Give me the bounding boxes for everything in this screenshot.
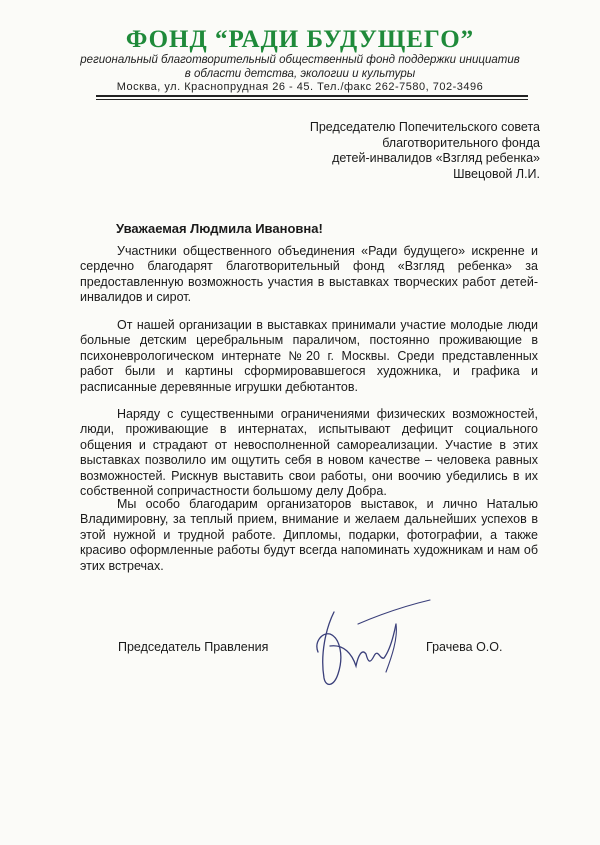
body-paragraph: Наряду с существенными ограничениями физических возможностей, люди, проживающие в интернатах, испытывают дефицит социального общения и страдают от невосполненной самореализации. Участие в этих выставках позволило им ощутить себя в новом качестве – человека равных возможностей. Рискнув выставить свои работы, они воочию убедились в их собственной сопричастности большому делу Добра. [80,407,538,499]
signatory-name: Грачева О.О. [426,640,503,654]
body-paragraph: Мы особо благодарим организаторов выставок, и лично Наталью Владимировну, за теплый прием, внимание и желаем дальнейших успехов в этой нужной и трудной работе. Дипломы, подарки, фотографии, а также красиво оформленные работы будут всегда напоминать художникам и нам об этих встречах. [80,497,538,573]
addressee-line: детей-инвалидов «Взгляд ребенка» [332,151,540,165]
body-paragraph: От нашей организации в выставках принимали участие молодые люди больные детским церебральным параличом, постоянно проживающие в психоневрологическом интернате №20 г. Москвы. Среди представленных работ были и картины сформировавшегося художника, и графика и расписанные деревянные игрушки дебютантов. [80,318,538,394]
salutation: Уважаемая Людмила Ивановна! [116,221,323,236]
foundation-title: ФОНД “РАДИ БУДУЩЕГО” [125,26,475,53]
foundation-description-line1: региональный благотворительный общественный фонд поддержки инициатив [80,54,520,66]
foundation-address: Москва, ул. Краснопрудная 26 - 45. Тел./факс 262-7580, 702-3496 [116,81,484,93]
addressee-block [310,120,540,182]
letterhead-divider-thin [96,99,528,100]
letterhead-divider-thick [96,95,528,97]
addressee-line: Швецовой Л.И. [453,166,540,181]
addressee-line: Председателю Попечительского совета [309,120,540,134]
foundation-description-line2: в области детства, экологии и культуры [184,68,416,80]
addressee-line: благотворительного фонда [382,135,540,150]
signatory-title: Председатель Правления [118,640,269,654]
body-paragraph: Участники общественного объединения «Ради будущего» искренне и сердечно благодарят благотворительный фонд «Взгляд ребенка» за предоставленную возможность участия в выставках творческих работ детей-инвалидов и сирот. [80,244,538,305]
